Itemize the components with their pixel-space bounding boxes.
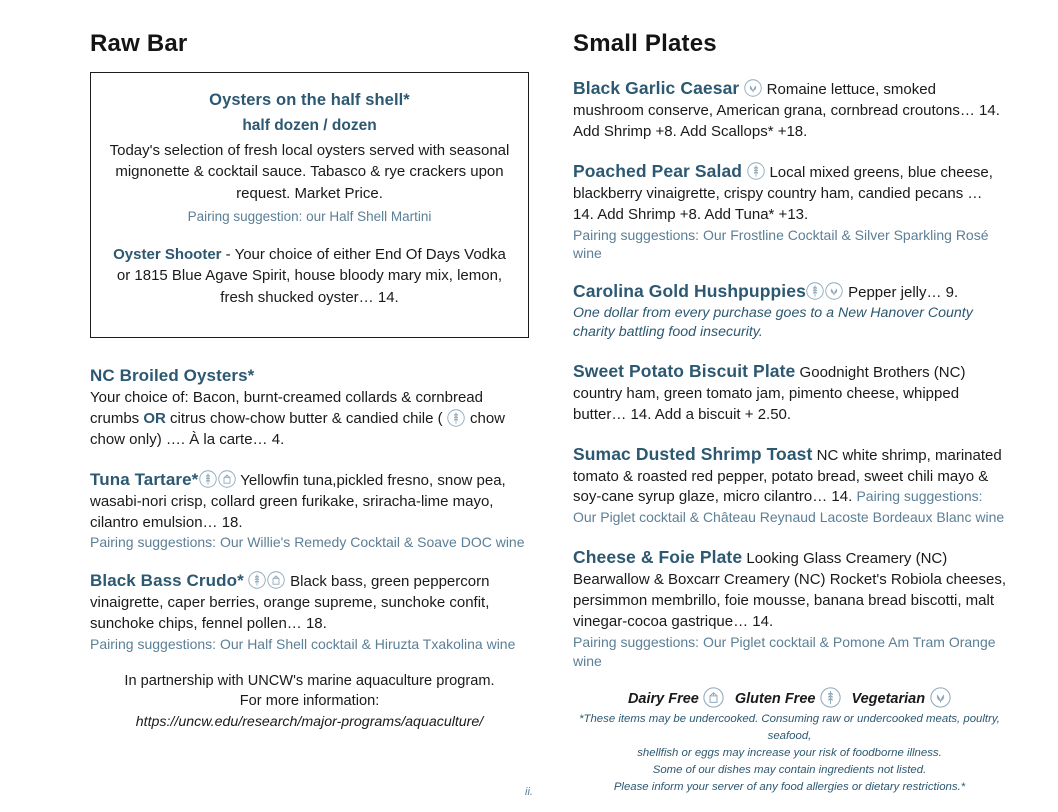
oyster-shooter-item — [107, 244, 512, 308]
menu-item-name: Sweet Potato Biscuit Plate — [573, 360, 796, 381]
menu-item-tuna-tartare — [90, 468, 529, 553]
small-plates-column — [535, 30, 1028, 802]
menu-item-description: Pepper jelly… 9. — [848, 284, 959, 302]
menu-item-pairing: Pairing suggestions: Our Piglet cocktail & Château Reynaud Lacoste Bordeaux Blanc wine — [573, 488, 1005, 526]
oysters-half-shell-title: Oysters on the half shell* — [209, 91, 410, 109]
menu-item-description: Looking Glass Creamery (NC) Bearwallow & Boxcarr Creamery (NC) Rocket's Robiola cheeses, persimmon membrillo, foie mousse, banana bread biscotti, malt vinegar-cocoa gastrique… 14. — [573, 550, 1007, 631]
gluten-free-icon — [806, 282, 824, 300]
vegetarian-icon — [744, 79, 762, 97]
dairy-free-icon — [267, 571, 285, 589]
page-title-raw-bar: Raw Bar — [90, 30, 188, 57]
menu-item-carolina-gold-hushpuppies — [573, 279, 1006, 343]
gluten-free-icon — [447, 409, 465, 427]
menu-item-name: Cheese & Foie Plate — [573, 547, 743, 568]
menu-item-description: Black bass, green peppercorn vinaigrette, caper berries, orange supreme, sunchoke confit, sunchoke chips, fennel pollen… 18. — [90, 573, 490, 633]
vegetarian-icon — [825, 282, 843, 300]
uncw-partnership-line-1: In partnership with UNCW's marine aquaculture program. — [124, 672, 495, 689]
uncw-more-info-line: For more information: — [239, 693, 380, 710]
menu-item-cheese-and-foie-plate — [573, 545, 1006, 670]
page-title-small-plates: Small Plates — [573, 30, 717, 57]
menu-item-pairing: Pairing suggestions: Our Willie's Remedy Cocktail & Soave DOC wine — [90, 534, 525, 551]
dairy-free-icon — [703, 687, 724, 708]
menu-item-name: Poached Pear Salad — [573, 160, 743, 181]
uncw-partnership-note — [90, 671, 529, 733]
menu-item-description: Goodnight Brothers (NC) country ham, green tomato jam, pimento cheese, whipped butter… 14. Add a biscuit + 2.50. — [573, 363, 966, 423]
menu-item-description-mid: citrus chow-chow butter & candied chile ( — [165, 409, 447, 427]
menu-item-name: Black Garlic Caesar — [573, 78, 740, 98]
menu-item-name: Black Bass Crudo* — [90, 571, 244, 591]
menu-item-sumac-dusted-shrimp-toast — [573, 442, 1006, 530]
menu-item-name: Carolina Gold Hushpuppies — [573, 281, 806, 302]
gluten-free-icon — [199, 470, 217, 488]
legend-label-gluten-free: Gluten Free — [734, 690, 816, 707]
vegetarian-icon — [930, 687, 951, 708]
menu-item-black-bass-crudo — [90, 569, 529, 654]
gluten-free-icon — [820, 687, 841, 708]
dietary-legend — [573, 687, 1006, 708]
menu-item-or-separator: OR — [143, 409, 166, 427]
dairy-free-icon — [218, 470, 236, 488]
menu-item-pairing: Pairing suggestions: Our Piglet cocktail & Pomone Am Tram Orange wine — [573, 634, 996, 669]
oysters-half-shell-description: Today's selection of fresh local oysters served with seasonal mignonette & cocktail sauce. Tabasco & rye crackers upon request. Market Price. — [109, 142, 510, 202]
menu-item-charity-note: One dollar from every purchase goes to a New Hanover County charity battling food insecurity. — [573, 304, 973, 341]
menu-item-nc-broiled-oysters — [90, 364, 529, 451]
disclaimer-line: shellfish or eggs may increase your risk of foodborne illness. — [637, 746, 942, 759]
menu-item-description-pre: Your choice of: Bacon, burnt-creamed collards & cornbread crumbs — [90, 388, 483, 427]
menu-item-description: NC white shrimp, marinated tomato & roasted red pepper, potato bread, sweet chili mayo & soy-cane syrup glaze, micro cilantro… 14. — [573, 446, 1002, 506]
disclaimer-line: Please inform your server of any food allergies or dietary restrictions.* — [613, 780, 966, 793]
allergy-disclaimer — [573, 711, 1006, 797]
menu-item-name: Sumac Dusted Shrimp Toast — [573, 443, 813, 464]
disclaimer-line: Some of our dishes may contain ingredients not listed. — [652, 763, 927, 776]
legend-label-vegetarian: Vegetarian — [851, 690, 926, 707]
raw-bar-column — [30, 30, 535, 802]
oyster-shooter-name: Oyster Shooter — [113, 246, 222, 264]
menu-item-description: Romaine lettuce, smoked mushroom conserve, American grana, cornbread croutons… 14. Add Shrimp +8. Add Scallops* +18. — [573, 81, 1000, 140]
menu-item-description: Yellowfin tuna,pickled fresno, snow pea, wasabi-nori crisp, collard green furikake, sriracha-lime mayo, cilantro emulsion… 18. — [90, 471, 506, 531]
disclaimer-line: *These items may be undercooked. Consuming raw or undercooked meats, poultry, seafood, — [579, 712, 1000, 742]
oyster-shooter-description: - Your choice of either End Of Days Vodka or 1815 Blue Agave Spirit, house bloody mary mix, lemon, fresh shucked oyster… 14. — [116, 246, 506, 306]
menu-item-black-garlic-caesar — [573, 76, 1006, 143]
menu-item-name: NC Broiled Oysters* — [90, 366, 255, 385]
gluten-free-icon — [248, 571, 266, 589]
oysters-half-shell-box — [90, 72, 529, 338]
menu-item-sweet-potato-biscuit-plate — [573, 359, 1006, 426]
menu-item-pairing: Pairing suggestions: Our Half Shell cocktail & Hiruzta Txakolina wine — [90, 635, 516, 652]
menu-item-name: Tuna Tartare* — [90, 469, 199, 489]
menu-item-description-post: chow chow only) …. À la carte… 4. — [90, 409, 505, 448]
uncw-aquaculture-url[interactable]: https://uncw.edu/research/major-programs/aquaculture/ — [135, 714, 484, 731]
menu-item-description: Local mixed greens, blue cheese, blackberry vinaigrette, crispy country ham, candied pecans … 14. Add Shrimp +8. Add Tuna* +13. — [573, 163, 993, 223]
menu-item-pairing: Pairing suggestions: Our Frostline Cocktail & Silver Sparkling Rosé wine — [573, 226, 989, 262]
legend-label-dairy-free: Dairy Free — [627, 690, 699, 707]
page-number: ii. — [525, 786, 533, 798]
oysters-half-shell-pairing: Pairing suggestion: our Half Shell Martini — [187, 208, 432, 224]
gluten-free-icon — [747, 162, 765, 180]
menu-item-poached-pear-salad — [573, 159, 1006, 263]
oysters-half-shell-subtitle: half dozen / dozen — [242, 117, 377, 134]
